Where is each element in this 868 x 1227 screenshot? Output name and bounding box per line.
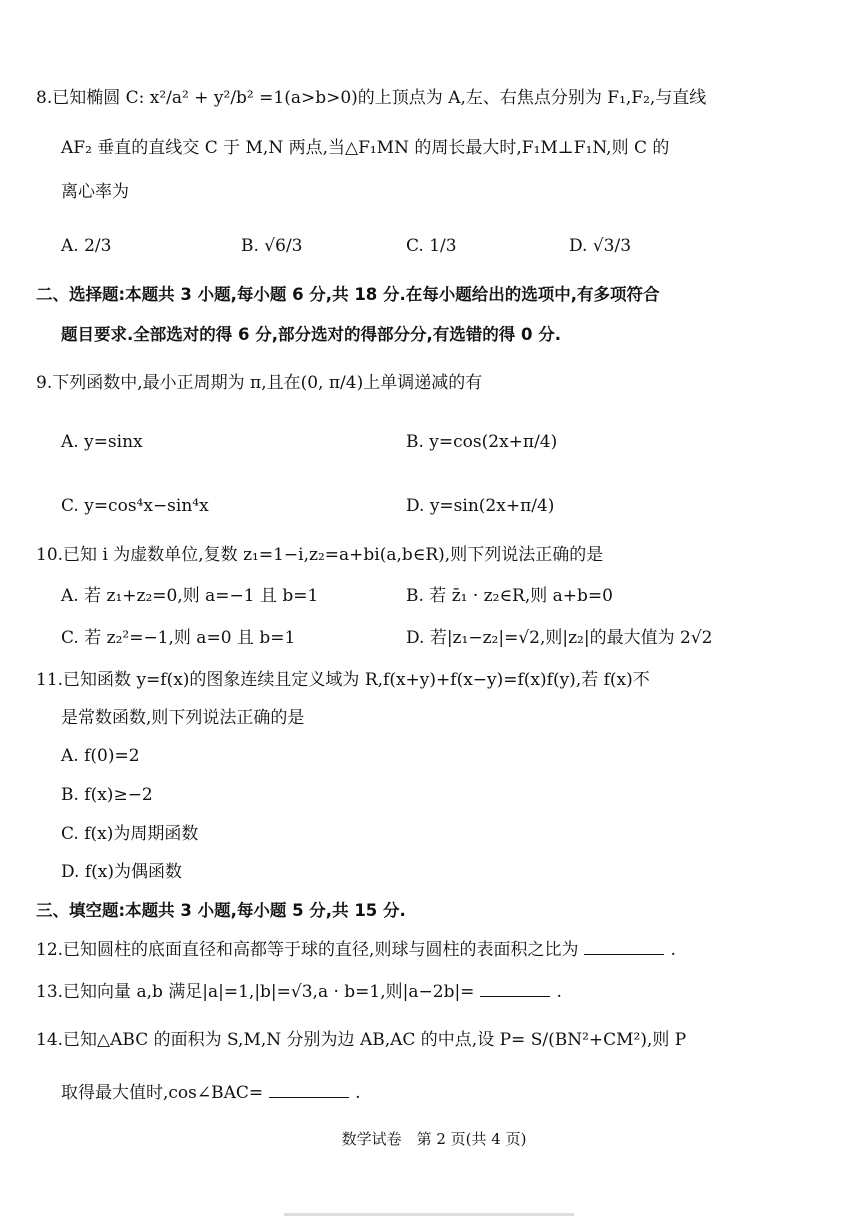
q8-option-c: C. 1/3	[406, 236, 457, 256]
q12-end: .	[670, 940, 676, 960]
q11-line1: 11.已知函数 y=f(x)的图象连续且定义域为 R,f(x+y)+f(x−y)=f(x)f(y),若 f(x)不	[36, 670, 650, 690]
q10-stem: 10.已知 i 为虚数单位,复数 z₁=1−i,z₂=a+bi(a,b∈R),则下列说法正确的是	[36, 545, 604, 565]
section2-heading: 二、选择题:本题共 3 小题,每小题 6 分,共 18 分.在每小题给出的选项中,有多项符合	[36, 285, 660, 304]
q8-line2: AF₂ 垂直的直线交 C 于 M,N 两点,当△F₁MN 的周长最大时,F₁M⊥F₁N,则 C 的	[61, 138, 670, 158]
q9-option-d: D. y=sin(2x+π/4)	[406, 496, 555, 516]
q10-option-b: B. 若 z̄₁ · z₂∈R,则 a+b=0	[406, 586, 613, 606]
q10-option-c: C. 若 z₂²=−1,则 a=0 且 b=1	[61, 628, 296, 648]
q9-option-c: C. y=cos⁴x−sin⁴x	[61, 496, 209, 516]
q14-answer-blank[interactable]	[269, 1096, 349, 1098]
q14-line2	[61, 1083, 361, 1103]
q8-line3: 离心率为	[61, 182, 129, 202]
q8-option-a: A. 2/3	[61, 236, 112, 256]
q13-answer-blank[interactable]	[480, 995, 550, 997]
q11-option-a: A. f(0)=2	[61, 746, 140, 766]
q8-line1: 8.已知椭圆 C: x²/a² + y²/b² =1(a>b>0)的上顶点为 A,左、右焦点分别为 F₁,F₂,与直线	[36, 88, 707, 108]
q9-stem: 9.下列函数中,最小正周期为 π,且在(0, π/4)上单调递减的有	[36, 373, 483, 393]
q14-stem: 取得最大值时,cos∠BAC=	[61, 1083, 264, 1103]
q13-end: .	[556, 982, 562, 1002]
page-edge-shadow	[284, 1213, 574, 1216]
q9-option-b: B. y=cos(2x+π/4)	[406, 432, 558, 452]
q11-line2: 是常数函数,则下列说法正确的是	[61, 708, 305, 728]
q10-option-a: A. 若 z₁+z₂=0,则 a=−1 且 b=1	[61, 586, 319, 606]
q11-option-b: B. f(x)≥−2	[61, 785, 153, 805]
q12-line	[36, 940, 676, 960]
q12-stem: 12.已知圆柱的底面直径和高都等于球的直径,则球与圆柱的表面积之比为	[36, 940, 579, 960]
q14-line1: 14.已知△ABC 的面积为 S,M,N 分别为边 AB,AC 的中点,设 P= S/(BN²+CM²),则 P	[36, 1030, 687, 1050]
page-footer: 数学试卷 第 2 页(共 4 页)	[341, 1130, 527, 1148]
section3-heading: 三、填空题:本题共 3 小题,每小题 5 分,共 15 分.	[36, 901, 406, 920]
q10-option-d: D. 若|z₁−z₂|=√2,则|z₂|的最大值为 2√2	[406, 628, 713, 648]
q14-end: .	[355, 1083, 361, 1103]
q8-option-b: B. √6/3	[241, 236, 303, 256]
q11-option-c: C. f(x)为周期函数	[61, 824, 199, 844]
q8-option-d: D. √3/3	[569, 236, 632, 256]
q12-answer-blank[interactable]	[584, 953, 664, 955]
q11-option-d: D. f(x)为偶函数	[61, 862, 182, 882]
q9-option-a: A. y=sinx	[61, 432, 143, 452]
section2-instructions: 题目要求.全部选对的得 6 分,部分选对的得部分分,有选错的得 0 分.	[61, 325, 562, 344]
q13-line	[36, 982, 562, 1002]
q13-stem: 13.已知向量 a,b 满足|a|=1,|b|=√3,a · b=1,则|a−2b|=	[36, 982, 475, 1002]
